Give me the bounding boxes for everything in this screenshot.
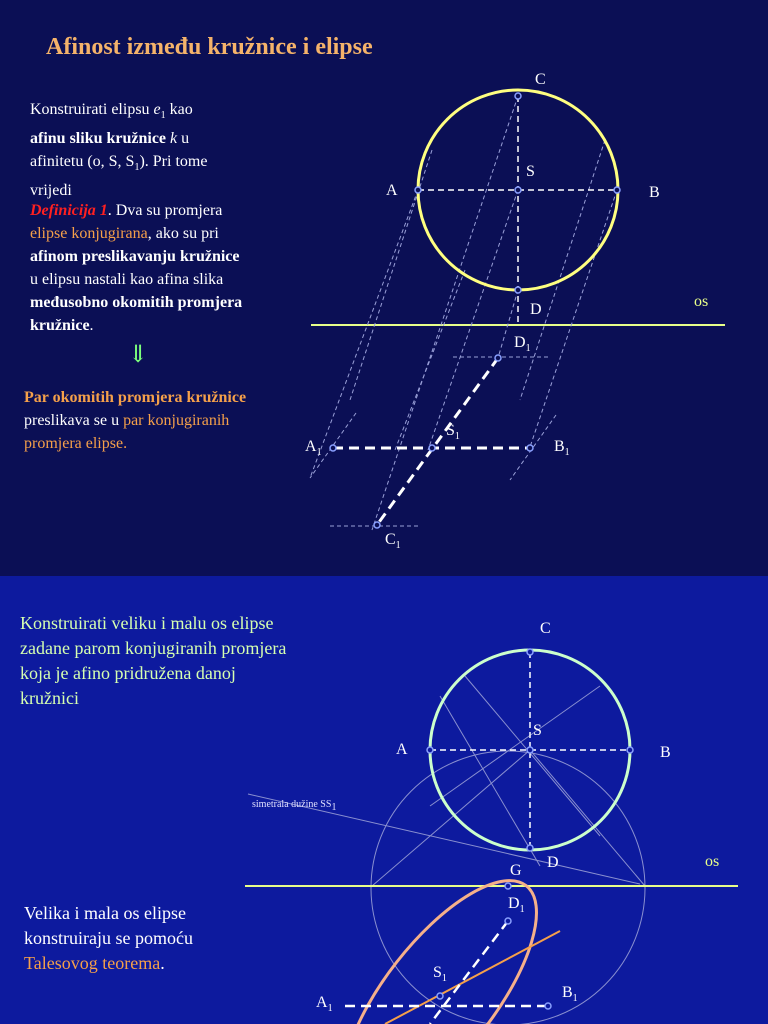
label-C: C — [535, 71, 546, 88]
definition-part: , ako su pri — [147, 225, 219, 242]
label-A1-main: A — [305, 438, 317, 455]
definition-part: . — [89, 317, 94, 334]
label-C1-main: C — [385, 531, 396, 548]
label-S1 — [446, 422, 460, 446]
intro-part: Konstruirati elipsu — [30, 101, 154, 118]
intro-part: ). Pri tome — [139, 153, 208, 171]
label-A1-main: A — [316, 994, 328, 1011]
label-C: C — [540, 620, 551, 637]
down-arrow-icon: ⇓ — [128, 342, 149, 368]
label-S: S — [526, 163, 535, 180]
label-A1-sub: 1 — [327, 1003, 333, 1015]
label-C1 — [385, 531, 401, 555]
label-D: D — [547, 854, 559, 871]
axes-line: konstruiraju se pomoću — [24, 928, 193, 948]
label-A: A — [396, 741, 408, 758]
label-S1-main: S — [433, 964, 442, 981]
slide-2 — [0, 576, 768, 1024]
label-os: os — [694, 293, 709, 310]
label-D1-main: D — [514, 334, 526, 351]
definition-part: kružnice — [30, 317, 90, 334]
diameter-C1D1 — [377, 358, 498, 525]
intro-sub: 1 — [134, 162, 140, 174]
label-S1-sub: 1 — [441, 973, 447, 985]
intro-var: k — [170, 130, 178, 148]
label-S1-sub: 1 — [454, 431, 460, 443]
label-S1-main: S — [446, 422, 455, 439]
definition-part: elipse konjugirana — [30, 225, 148, 242]
label-A1 — [316, 994, 333, 1018]
label-D: D — [530, 301, 542, 318]
conclusion-part: preslikava se u — [24, 412, 124, 429]
label-A1 — [305, 438, 322, 462]
label-D1-sub: 1 — [519, 904, 525, 916]
label-S: S — [533, 722, 542, 739]
label-D1-sub: 1 — [525, 343, 531, 355]
label-A: A — [386, 182, 398, 199]
definition-label: Definicija 1 — [30, 202, 108, 219]
conclusion-part: promjera elipse. — [24, 435, 128, 452]
task-line: zadane parom konjugiranih promjera — [20, 638, 287, 658]
definition-part: . Dva su promjera — [107, 202, 223, 219]
affinity-rays — [310, 96, 617, 530]
intro-var: e — [153, 101, 161, 118]
definition-part: afinom preslikavanju kružnice — [30, 248, 240, 265]
construction-lines — [372, 676, 645, 886]
label-B1-sub: 1 — [564, 447, 570, 459]
label-B: B — [649, 184, 660, 201]
label-bisector-main: simetrala dužine SS — [252, 799, 332, 810]
label-D1 — [508, 895, 525, 919]
label-G: G — [510, 862, 522, 879]
definition-part: međusobno okomitih promjera — [30, 294, 243, 311]
task-line: Konstruirati veliku i malu os elipse — [20, 613, 274, 633]
intro-part: afinitetu (o, S, S — [30, 153, 135, 171]
intro-part: u — [177, 130, 190, 148]
slide-title: Afinost između kružnice i elipse — [46, 34, 373, 60]
label-B: B — [660, 744, 671, 761]
label-bisector-sub: 1 — [331, 802, 337, 813]
label-S1 — [433, 964, 447, 988]
label-C1-sub: 1 — [395, 540, 401, 552]
intro-part: kao — [165, 101, 193, 118]
definition-part: u elipsu nastali kao afina slika — [30, 271, 224, 288]
label-D1 — [514, 334, 531, 358]
task-line: koja je afino pridružena danoj — [20, 663, 236, 683]
intro-part: vrijedi — [30, 182, 72, 200]
axes-line: Velika i mala os elipse — [24, 903, 186, 923]
conclusion-part: par konjugiranih — [123, 412, 230, 429]
label-B1-main: B — [554, 438, 565, 455]
conclusion-part: Par okomitih promjera kružnice — [24, 389, 247, 406]
label-A1-sub: 1 — [316, 447, 322, 459]
task-line: kružnici — [20, 688, 79, 708]
label-bisector — [252, 796, 336, 817]
label-B1 — [554, 438, 570, 462]
intro-sub: 1 — [160, 110, 166, 122]
label-B1-main: B — [562, 984, 573, 1001]
label-B1-sub: 1 — [572, 993, 578, 1005]
axes-line: Talesovog teorema — [24, 953, 161, 973]
tangent-ticks — [310, 357, 556, 526]
affinity-diagram-2 — [0, 576, 768, 1024]
label-B1 — [562, 984, 578, 1008]
label-D1-main: D — [508, 895, 520, 912]
axes-line: . — [160, 953, 165, 973]
label-os: os — [705, 853, 720, 870]
intro-part: afinu sliku kružnice — [30, 130, 171, 148]
